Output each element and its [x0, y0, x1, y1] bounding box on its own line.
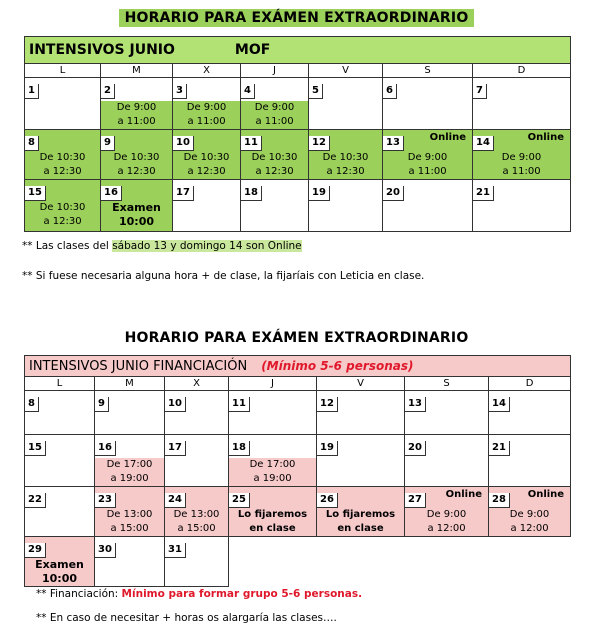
day-cell: 18 — [241, 180, 309, 232]
day-cell: 6 — [383, 78, 473, 130]
day-cell: 19 — [317, 435, 405, 487]
day-cell: 21 — [489, 435, 571, 487]
note-online: ** Las clases del sábado 13 y domingo 14 son Online — [22, 240, 302, 252]
day-cell: 12 De 10:30 a 12:30 — [309, 130, 383, 180]
note-financiacion: ** Financiación: Mínimo para formar grupo 5-6 personas. — [36, 588, 363, 600]
day-cell: 3 De 9:00 a 11:00 — [173, 78, 241, 130]
day-cell: 23 De 13:00 a 15:00 — [95, 487, 165, 537]
calendar-banner: INTENSIVOS JUNIO MOF — [25, 37, 571, 64]
day-cell: 22 — [25, 487, 95, 537]
note-more-hours: ** En caso de necesitar + horas os alargaría las clases…. — [36, 612, 337, 624]
day-cell: 31 — [165, 537, 229, 587]
day-cell: 10 — [165, 391, 229, 435]
day-cell: 8 De 10:30 a 12:30 — [25, 130, 101, 180]
day-cell: 21 — [473, 180, 571, 232]
day-cell: 17 — [173, 180, 241, 232]
calendar-mof — [24, 36, 571, 232]
note-extra-hours: ** Si fuese necesaria alguna hora + de clase, la fijaríais con Leticia en clase. — [22, 270, 425, 282]
calendar-banner: INTENSIVOS JUNIO FINANCIACIÓN (Mínimo 5-6 personas) — [25, 356, 571, 377]
day-cell: 7 — [473, 78, 571, 130]
day-cell: 20 — [383, 180, 473, 232]
day-cell: 28 Online De 9:00 a 12:00 — [489, 487, 571, 537]
day-cell: 13 Online De 9:00 a 11:00 — [383, 130, 473, 180]
day-cell: 19 — [309, 180, 383, 232]
day-cell: 18 De 17:00 a 19:00 — [229, 435, 317, 487]
weekday-header: L M X J V S D — [25, 64, 571, 78]
day-cell: 9 De 10:30 a 12:30 — [101, 130, 173, 180]
day-cell: 16 De 17:00 a 19:00 — [95, 435, 165, 487]
day-cell: 4 De 9:00 a 11:00 — [241, 78, 309, 130]
day-cell: 15 — [25, 435, 95, 487]
day-cell: 5 — [309, 78, 383, 130]
day-cell: 27 Online De 9:00 a 12:00 — [405, 487, 489, 537]
day-cell: 8 — [25, 391, 95, 435]
day-cell: 16 Examen 10:00 — [101, 180, 173, 232]
day-cell: 2 De 9:00 a 11:00 — [101, 78, 173, 130]
schedule-title-financiacion: HORARIO PARA EXÁMEN EXTRAORDINARIO — [124, 330, 469, 346]
day-cell: 11 De 10:30 a 12:30 — [241, 130, 309, 180]
schedule-title-mof: HORARIO PARA EXÁMEN EXTRAORDINARIO — [0, 10, 593, 26]
day-cell: 11 — [229, 391, 317, 435]
day-cell: 14 Online De 9:00 a 11:00 — [473, 130, 571, 180]
weekday-header: L M X J V S D — [25, 377, 571, 391]
day-cell: 20 — [405, 435, 489, 487]
day-cell: 9 — [95, 391, 165, 435]
day-cell: 26 Lo fijaremos en clase — [317, 487, 405, 537]
day-cell: 15 De 10:30 a 12:30 — [25, 180, 101, 232]
day-cell: 24 De 13:00 a 15:00 — [165, 487, 229, 537]
day-cell: 13 — [405, 391, 489, 435]
calendar-financiacion — [24, 355, 571, 587]
day-cell: 17 — [165, 435, 229, 487]
day-cell: 1 — [25, 78, 101, 130]
day-cell: 29 Examen 10:00 — [25, 537, 95, 587]
day-cell: 25 Lo fijaremos en clase — [229, 487, 317, 537]
day-cell: 10 De 10:30 a 12:30 — [173, 130, 241, 180]
day-cell: 14 — [489, 391, 571, 435]
day-cell: 12 — [317, 391, 405, 435]
day-cell: 30 — [95, 537, 165, 587]
